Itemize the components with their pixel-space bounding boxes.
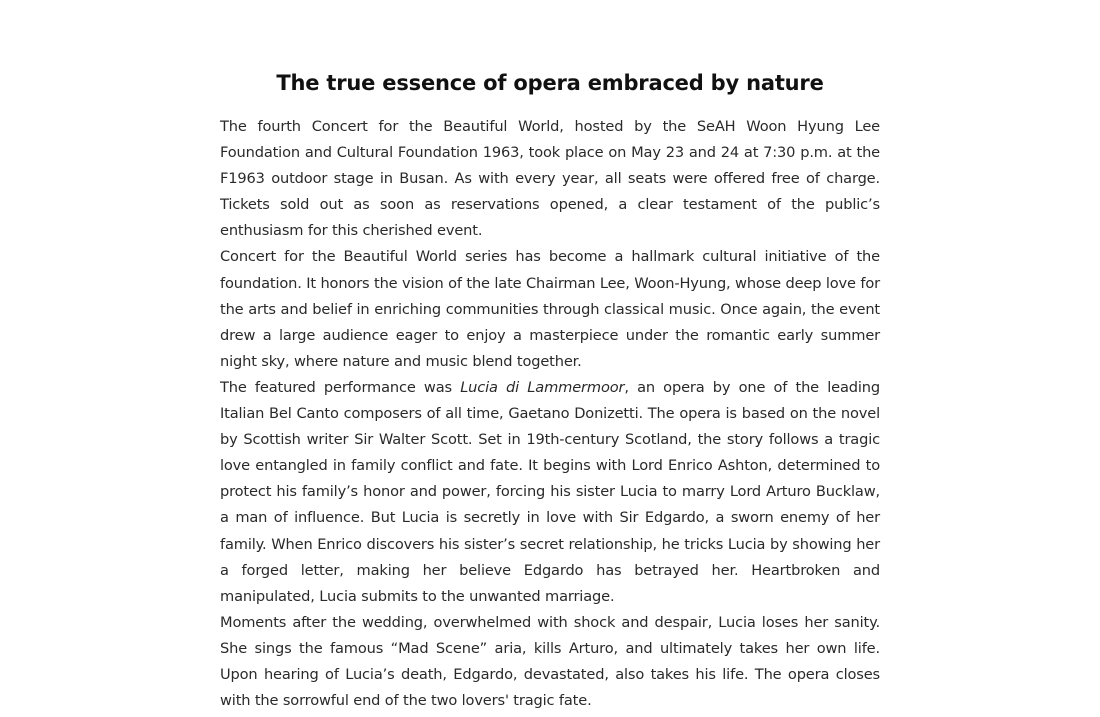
paragraph-featured-opera	[220, 375, 880, 610]
featured-synopsis-text: , an opera by one of the leading Italian Bel Canto composers of all time, Gaetano Donizetti. The opera is based on the novel by Scottish writer Sir Walter Scott. Set in 19th-century Scotland, the story follows a tragic love entangled in family conflict and fate. It begins with Lord Enrico Ashton, determined to protect his family’s honor and power, forcing his sister Lucia to marry Lord Arturo Bucklaw, a man of influence. But Lucia is secretly in love with Sir Edgardo, a sworn enemy of her family. When Enrico discovers his sister’s secret relationship, he tricks Lucia by showing her a forged letter, making her believe Edgardo has betrayed her. Heartbroken and manipulated, Lucia submits to the unwanted marriage.	[220, 378, 880, 605]
article-title: The true essence of opera embraced by nature	[276, 71, 824, 95]
paragraph-opera-ending: Moments after the wedding, overwhelmed with shock and despair, Lucia loses her sanity. She sings the famous “Mad Scene” aria, kills Arturo, and ultimately takes her own life. Upon hearing of Lucia’s death, Edgardo, devastated, also takes his life. The opera closes with the sorrowful end of the two lovers' tragic fate.	[220, 613, 880, 710]
article	[220, 0, 880, 714]
paragraph-concert-intro: The fourth Concert for the Beautiful World, hosted by the SeAH Woon Hyung Lee Foundation and Cultural Foundation 1963, took place on May 23 and 24 at 7:30 p.m. at the F1963 outdoor stage in Busan. As with every year, all seats were offered free of charge. Tickets sold out as soon as reservations opened, a clear testament of the public’s enthusiasm for this cherished event.	[220, 118, 880, 240]
paragraph-series-background: Concert for the Beautiful World series has become a hallmark cultural initiative of the foundation. It honors the vision of the late Chairman Lee, Woon-Hyung, whose deep love for the arts and belief in enriching communities through classical music. Once again, the event drew a large audience eager to enjoy a masterpiece under the romantic early summer night sky, where nature and music blend together.	[220, 248, 880, 370]
article-body	[220, 114, 880, 714]
opera-title: Lucia di Lammermoor	[460, 378, 625, 396]
featured-lead-text: The featured performance was	[220, 378, 461, 396]
